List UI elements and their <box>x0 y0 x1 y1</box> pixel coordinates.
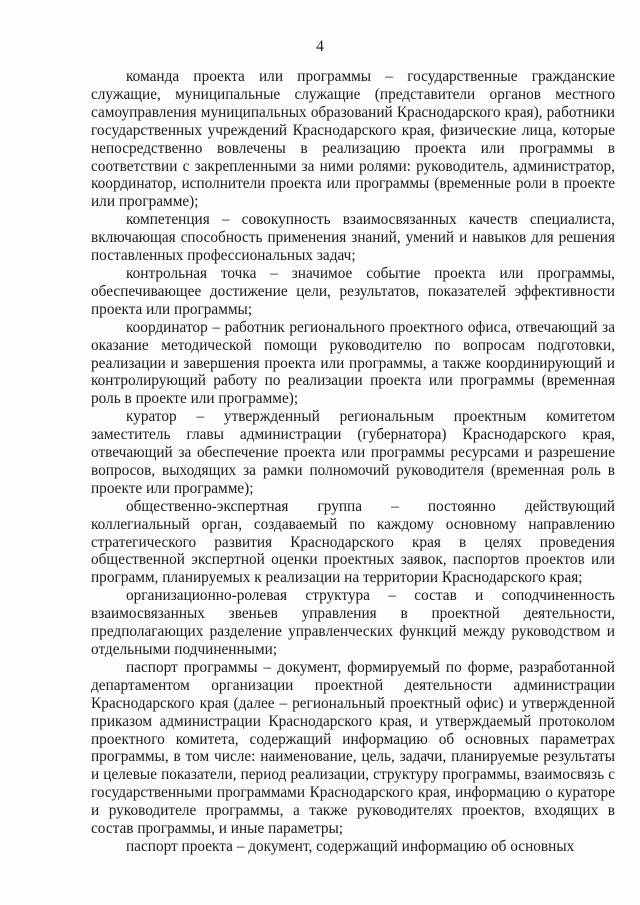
page-number: 4 <box>316 38 324 55</box>
definition-paragraph: компетенция – совокупность взаимосвязанных качеств специалиста, включающая способность применения знаний, умений и навыков для решения поставленных профессиональных задач; <box>91 211 615 265</box>
definition-paragraph: команда проекта или программы – государственные гражданские служащие, муниципальные служащие (представители органов местного самоуправления муниципальных образований Краснодарского края), работники государственных учреждений Краснодарского края, физические лица, которые непосредственно вовлечены в реализацию проекта или программы в соответствии с закрепленными за ними ролями: руководитель, администратор, координатор, исполнители проекта или программы (временные роли в проекте или программе); <box>91 68 615 211</box>
definition-paragraph: контрольная точка – значимое событие проекта или программы, обеспечивающее достижение цели, результатов, показателей эффективности проекта или программы; <box>91 264 615 318</box>
definition-paragraph: общественно-экспертная группа – постоянно действующий коллегиальный орган, создаваемый по каждому основному направлению стратегического развития Краснодарского края в целях проведения общественной экспертной оценки проектных заявок, паспортов проектов или программ, планируемых к реализации на территории Краснодарского края; <box>91 497 615 587</box>
definition-paragraph: куратор – утвержденный региональным проектным комитетом заместитель главы администрации (губернатора) Краснодарского края, отвечающий за обеспечение проекта или программы ресурсами и разрешение вопросов, выходящих за рамки полномочий руководителя (временная роль в проекте или программе); <box>91 408 615 497</box>
document-body <box>91 68 615 856</box>
definition-paragraph: организационно-ролевая структура – состав и соподчиненность взаимосвязанных звеньев управления в проектной деятельности, предполагающих разделение управленческих функций между руководством и отдельными подчиненными; <box>91 587 615 658</box>
definition-paragraph: координатор – работник регионального проектного офиса, отвечающий за оказание методической помощи руководителю по вопросам подготовки, реализации и завершения проекта или программы, а также координирующий и контролирующий работу по реализации проекта или программы (временная роль в проекте или программе); <box>91 318 615 408</box>
definition-paragraph: паспорт проекта – документ, содержащий информацию об основных <box>126 837 575 855</box>
definition-paragraph: паспорт программы – документ, формируемый по форме, разработанной департаментом организации проектной деятельности администрации Краснодарского края (далее – региональный проектный офис) и утвержденной приказом администрации Краснодарского края, и утверждаемый протоколом проектного комитета, содержащий информацию об основных параметрах программы, в том числе: наименование, цель, задачи, планируемые результаты и целевые показатели, период реализации, структуру программы, взаимосвязь с государственными программами Краснодарского края, информацию о кураторе и руководителе программы, а также руководителях проектов, входящих в состав программы, и иные параметры; <box>91 658 615 838</box>
